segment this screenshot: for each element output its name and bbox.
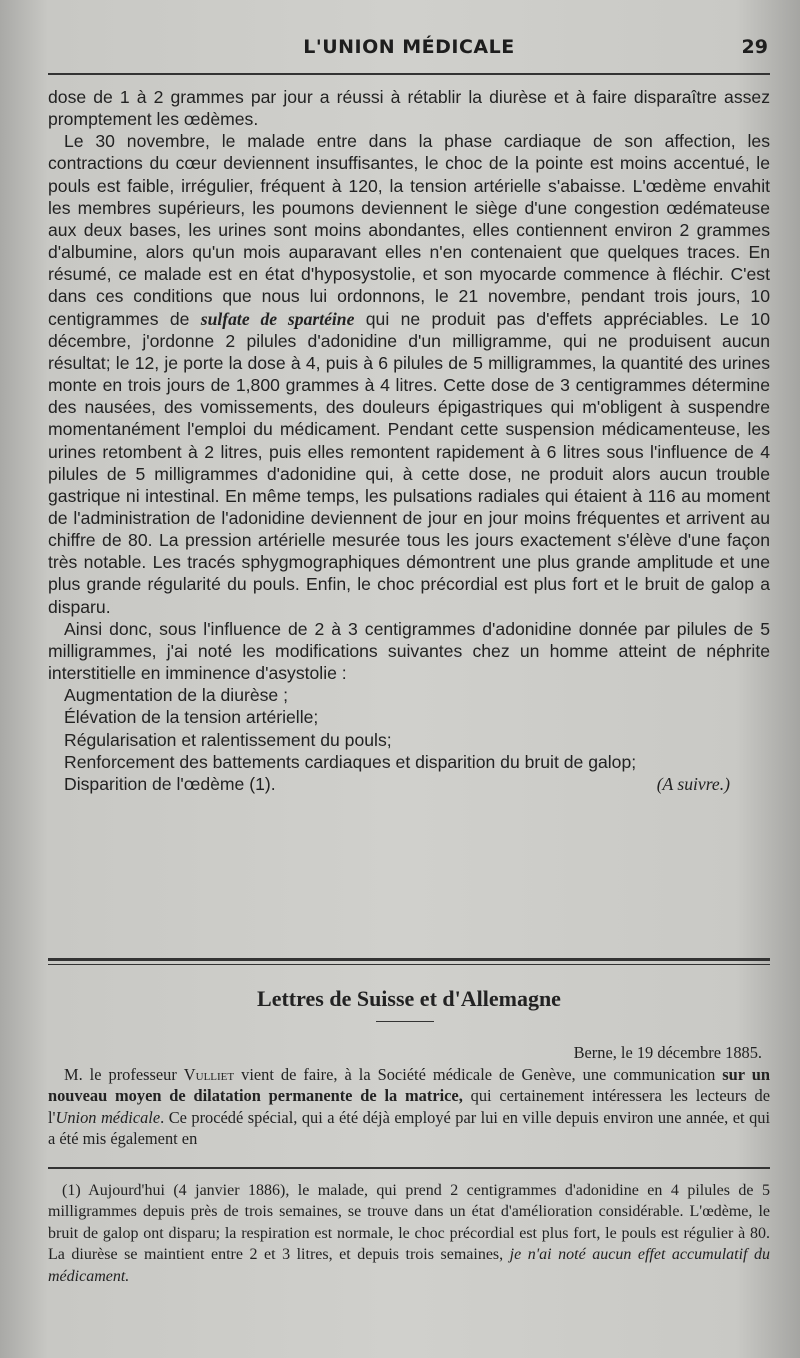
drug-name: sulfate de spartéine — [200, 308, 355, 329]
paragraph-summary: Ainsi donc, sous l'influence de 2 à 3 centigrammes d'adonidine donnée par pilules de 5 milligrammes, j'ai noté les modifications suivantes chez un homme atteint de néphrite interstitielle en imminence d'asystolie : — [48, 618, 770, 684]
footnote — [48, 1180, 770, 1287]
footnote-rule — [48, 1167, 770, 1169]
article-body — [48, 86, 770, 795]
list-item-last — [64, 773, 770, 795]
footnote-italic: je n'ai noté aucun effet accumulatif du médicament. — [48, 1246, 770, 1285]
paragraph-text: qui ne produit pas d'effets appréciables. Le 10 décembre, j'ordonne 2 pilules d'adonidine d'un milligramme, qui ne produisent aucun résultat; le 12, je porte la dose à 4, puis à 6 pilules de 5 milligrammes, la quantité des urines monte en trois jours de 1,800 grammes à 4 litres. Cette dose de 3 centigrammes détermine des nausées, des vomissements, des douleurs épigastriques qui m'obligent à suspendre momentanément l'emploi du médicament. Pendant cette suspension médicamenteuse, les urines retombent à 2 litres, puis elles remontent rapidement à 6 litres sous l'influence de 4 pilules de 5 milligrammes d'adonidine qui, à cette dose, ne produit alors aucun trouble gastrique ni intestinal. En même temps, les pulsations radiales qui étaient à 116 au moment de l'administration de l'adonidine deviennent de jour en jour moins fréquentes et arrivent au chiffre de 80. La pression artérielle mesurée tous les jours exactement s'élève d'une façon très notable. Les tracés sphygmographiques démontrent une plus grande amplitude et une plus grande régularité du pouls. Enfin, le choc précordial est plus fort et le bruit de galop a disparu. — [48, 308, 770, 617]
dateline: Berne, le 19 décembre 1885. — [573, 1043, 762, 1062]
person-name: Vulliet — [183, 1064, 235, 1084]
section-rule-bottom — [48, 964, 770, 965]
list-item-text: Disparition de l'œdème (1). — [64, 773, 276, 794]
list-item: Régularisation et ralentissement du pouls; — [64, 729, 392, 750]
journal-title: L'UNION MÉDICALE — [303, 36, 515, 58]
list-item: Renforcement des battements cardiaques et disparition du bruit de galop; — [64, 751, 637, 772]
paragraph-case-history — [48, 130, 770, 617]
to-be-continued: (A suivre.) — [656, 773, 730, 794]
paragraph-text: Le 30 novembre, le malade entre dans la phase cardiaque de son affection, les contractions du cœur deviennent insuffisantes, le choc de la pointe est moins accentué, le pouls est faible, irrégulier, fréquent à 120, la tension artérielle s'abaisse. L'œdème envahit les membres supérieurs, les poumons deviennent le siège d'une congestion œdémateuse aux deux bases, les urines sont moins abondantes, elles contiennent environ 2 grammes d'albumine, alors qu'un mois auparavant elles n'en contenaient que quelques traces. En résumé, ce malade est en état d'hyposystolie, et son myocarde commence à fléchir. C'est dans ces conditions que nous lui ordonnons, le 21 novembre, pendant trois jours, 10 centigrammes de — [48, 131, 770, 329]
list-item: Élévation de la tension artérielle; — [64, 707, 319, 728]
letter-text: vient de faire, à la Société médicale de Genève, une communication — [234, 1064, 723, 1084]
running-header — [48, 34, 770, 64]
section-title: Lettres de Suisse et d'Allemagne — [257, 986, 561, 1011]
paragraph-continued: dose de 1 à 2 grammes par jour a réussi à rétablir la diurèse et à faire disparaître assez promptement les œdèmes. — [48, 87, 770, 130]
title-underline — [376, 1021, 434, 1022]
bold-topic: sur un nouveau moyen de dilatation permanente de la matrice, — [48, 1064, 771, 1106]
letter-paragraph — [48, 1064, 770, 1150]
modifications-list — [64, 684, 770, 795]
letter-text: qui certainement intéressera les lecteurs de l' — [48, 1086, 770, 1127]
journal-ref: Union médicale — [55, 1107, 161, 1127]
letter-body — [48, 1042, 770, 1150]
letter-text: M. le professeur — [64, 1064, 184, 1084]
letter-text: . Ce procédé spécial, qui a été déjà employé par lui en ville depuis environ une année, et qui a été mis également en — [48, 1107, 771, 1149]
page-number: 29 — [741, 36, 768, 58]
header-rule — [48, 73, 770, 75]
list-item: Augmentation de la diurèse ; — [64, 685, 288, 706]
footnote-text — [48, 1180, 770, 1287]
footnote-body: (1) Aujourd'hui (4 janvier 1886), le malade, qui prend 2 centigrammes d'adonidine en 4 pilules de 5 milligrammes depuis près de trois semaines, se trouve dans un état d'amélioration considérable. L'œdème, le bruit de galop ont disparu; la respiration est normale, le choc précordial est plus fort, le pouls est régulier à 80. La diurèse se maintient entre 2 et 3 litres, et depuis trois semaines, — [48, 1182, 770, 1264]
section-rule-top — [48, 958, 770, 961]
